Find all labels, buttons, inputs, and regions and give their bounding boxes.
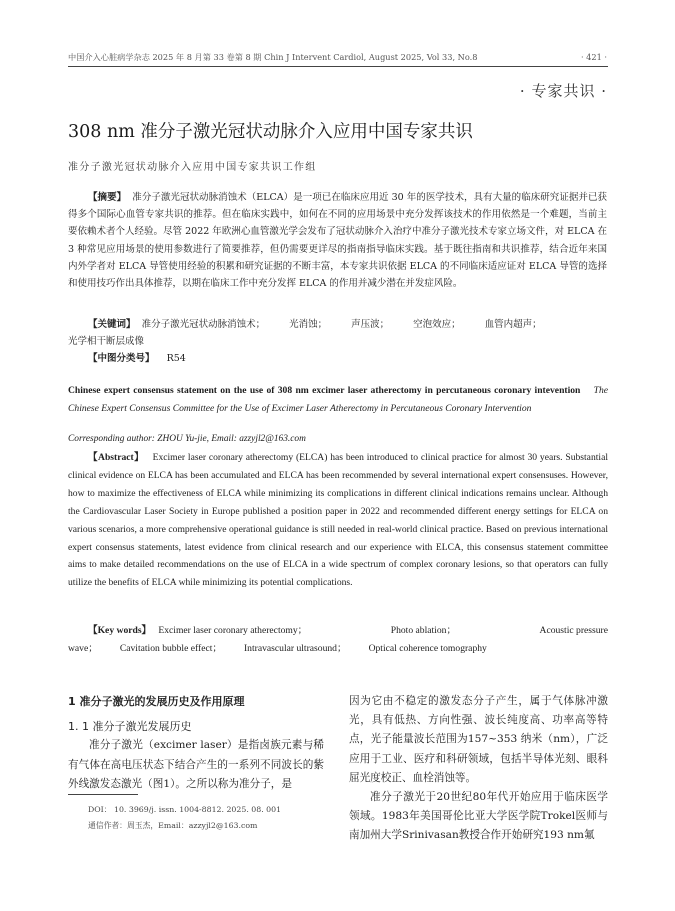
keyword-en-7: Optical coherence tomography xyxy=(368,642,487,654)
keyword-en-4: wave； xyxy=(68,642,98,654)
body-right-column xyxy=(349,692,608,846)
body-right-paragraph-1: 因为它由不稳定的激发态分子产生，属于气体脉冲激光，具有低热、方向性强、波长纯度高、功率高等特点，光子能量波长范围为157~353 纳米（nm），广泛应用于工业、医疗和科研领域，包括半导体光刻、眼科屈光度校正、血栓消蚀等。 xyxy=(349,695,608,784)
keyword-cn-1: 准分子激光冠状动脉消蚀术； xyxy=(141,319,266,330)
keywords-cn-label: 【关键词】 xyxy=(88,319,136,330)
english-author-group: The Chinese Expert Consensus Committee for the Use of Excimer Laser Atherectomy in Percutaneous Coronary Intervention xyxy=(68,385,609,414)
body-right-paragraph-2: 准分子激光于20世纪80年代开始应用于临床医学领域。1983年美国哥伦比亚大学医学院Trokel医师与南加州大学Srinivasan教授合作开始研究193 nm氟 xyxy=(349,791,608,842)
keyword-en-2: Photo ablation； xyxy=(390,625,457,636)
keyword-cn-2: 光消蚀； xyxy=(289,319,328,330)
article-title: 308 nm 准分子激光冠状动脉介入应用中国专家共识 xyxy=(68,122,473,142)
abstract-en xyxy=(68,449,608,592)
author-group: 准分子激光冠状动脉介入应用中国专家共识工作组 xyxy=(68,162,317,173)
english-title: Chinese expert consensus statement on the use of 308 nm excimer laser atherectomy in percutaneous coronary intevention xyxy=(68,385,581,396)
footnote-corresponding: 通信作者：周玉杰，Email：azzyjl2@163.com xyxy=(88,821,258,830)
english-corresponding: Corresponding author: ZHOU Yu-jie, Email: azzyjl2@163.com xyxy=(68,434,306,444)
heading-section-1-1: 1. 1 准分子激光发展历史 xyxy=(68,720,192,734)
journal-header: 中国介入心脏病学杂志 2025 年 8 月第 33 卷第 8 期 Chin J Intervent Cardiol, August 2025, Vol 33, No.8 xyxy=(68,52,478,62)
keywords-en-label: 【Key words】 xyxy=(88,625,152,636)
classification-cn-value: R54 xyxy=(166,353,186,364)
keywords-en xyxy=(68,622,608,658)
abstract-en-label: 【Abstract】 xyxy=(88,452,145,463)
body-left-column xyxy=(68,692,324,794)
header-rule xyxy=(68,66,608,67)
keyword-cn-4: 空泡效应； xyxy=(413,319,461,330)
keyword-cn-3: 声压波； xyxy=(351,319,390,330)
classification-cn xyxy=(68,350,607,367)
keyword-en-3: Acoustic pressure xyxy=(539,625,608,636)
keywords-cn xyxy=(68,316,607,350)
section-label: · 专家共识 · xyxy=(519,82,607,100)
keyword-cn-6: 光学相干断层成像 xyxy=(68,336,145,348)
abstract-en-text: Excimer laser coronary atherectomy (ELCA) has been introduced to clinical practice for almost 30 years. Substantial clinical evidence on ELCA has been accumulated and ELCA has been recommended by several international expert consensuses. However, how to maximize the effectiveness of ELCA while minimizing its complications in different clinical indications remains unclear. Although the Cardiovascular Laser Society in Europe published a position paper in 2022 and recommended different energy settings for ELCA on various scenarios, a more comprehensive operational guidance is still needed in real-world clinical practice. Based on previous international expert consensus statements, latest evidence from clinical research and our experience with ELCA, this consensus statement committee aims to make detailed recommendations on the use of ELCA in a wide spectrum of complex coronary lesions, so that operators can fully utilize the benefits of ELCA while minimizing its potential complications. xyxy=(68,452,608,589)
page-number: · 421 · xyxy=(580,52,607,62)
body-left-paragraph: 准分子激光（excimer laser）是指卤族元素与稀有气体在高电压状态下结合产生的一系列不同波长的紫外线激发态激光（图1）。之所以称为准分子，是 xyxy=(68,739,324,790)
abstract-cn-label: 【摘要】 xyxy=(88,192,127,203)
keyword-en-5: Cavitation bubble effect； xyxy=(119,642,222,654)
classification-cn-label: 【中图分类号】 xyxy=(88,353,155,364)
abstract-cn-text: 准分子激光冠状动脉消蚀术（ELCA）是一项已在临床应用近 30 年的医学技术，具有大量的临床研究证据并已获得多个国际心血管专家共识的推荐。但在临床实践中，如何在不同的应用场景中充分发挥该技术的作用依然是一个难题，当前主要依赖术者个人经验。尽管 2022 年欧洲心血管激光学会发布了冠状动脉介入治疗中准分子激光技术专家立场文件，对 ELCA 在 3 种常见应用场景的使用参数进行了简要推荐，但仍需要更详尽的指南指导临床实践。基于既往指南和共识推荐，结合近年来国内外学者对 ELCA 导管使用经验的积累和研究证据的不断丰富，本专家共识依据 ELCA 的不同临床适应证对 ELCA 导管的选择和使用技巧作出具体推荐，以期在临床工作中充分发挥 ELCA 的作用并减少潜在并发症风险。 xyxy=(68,192,607,290)
footnote-doi: DOI： 10. 3969/j. issn. 1004-8812. 2025. 08. 001 xyxy=(88,805,282,814)
footnote-rule xyxy=(68,794,138,795)
heading-section-1: 1 准分子激光的发展历史及作用原理 xyxy=(68,695,245,708)
keyword-en-1: Excimer laser coronary atherectomy； xyxy=(158,625,308,636)
english-title-block xyxy=(68,382,608,418)
keyword-cn-5: 血管内超声； xyxy=(484,319,542,330)
keyword-en-6: Intravascular ultrasound； xyxy=(243,642,347,654)
abstract-cn xyxy=(68,189,607,292)
